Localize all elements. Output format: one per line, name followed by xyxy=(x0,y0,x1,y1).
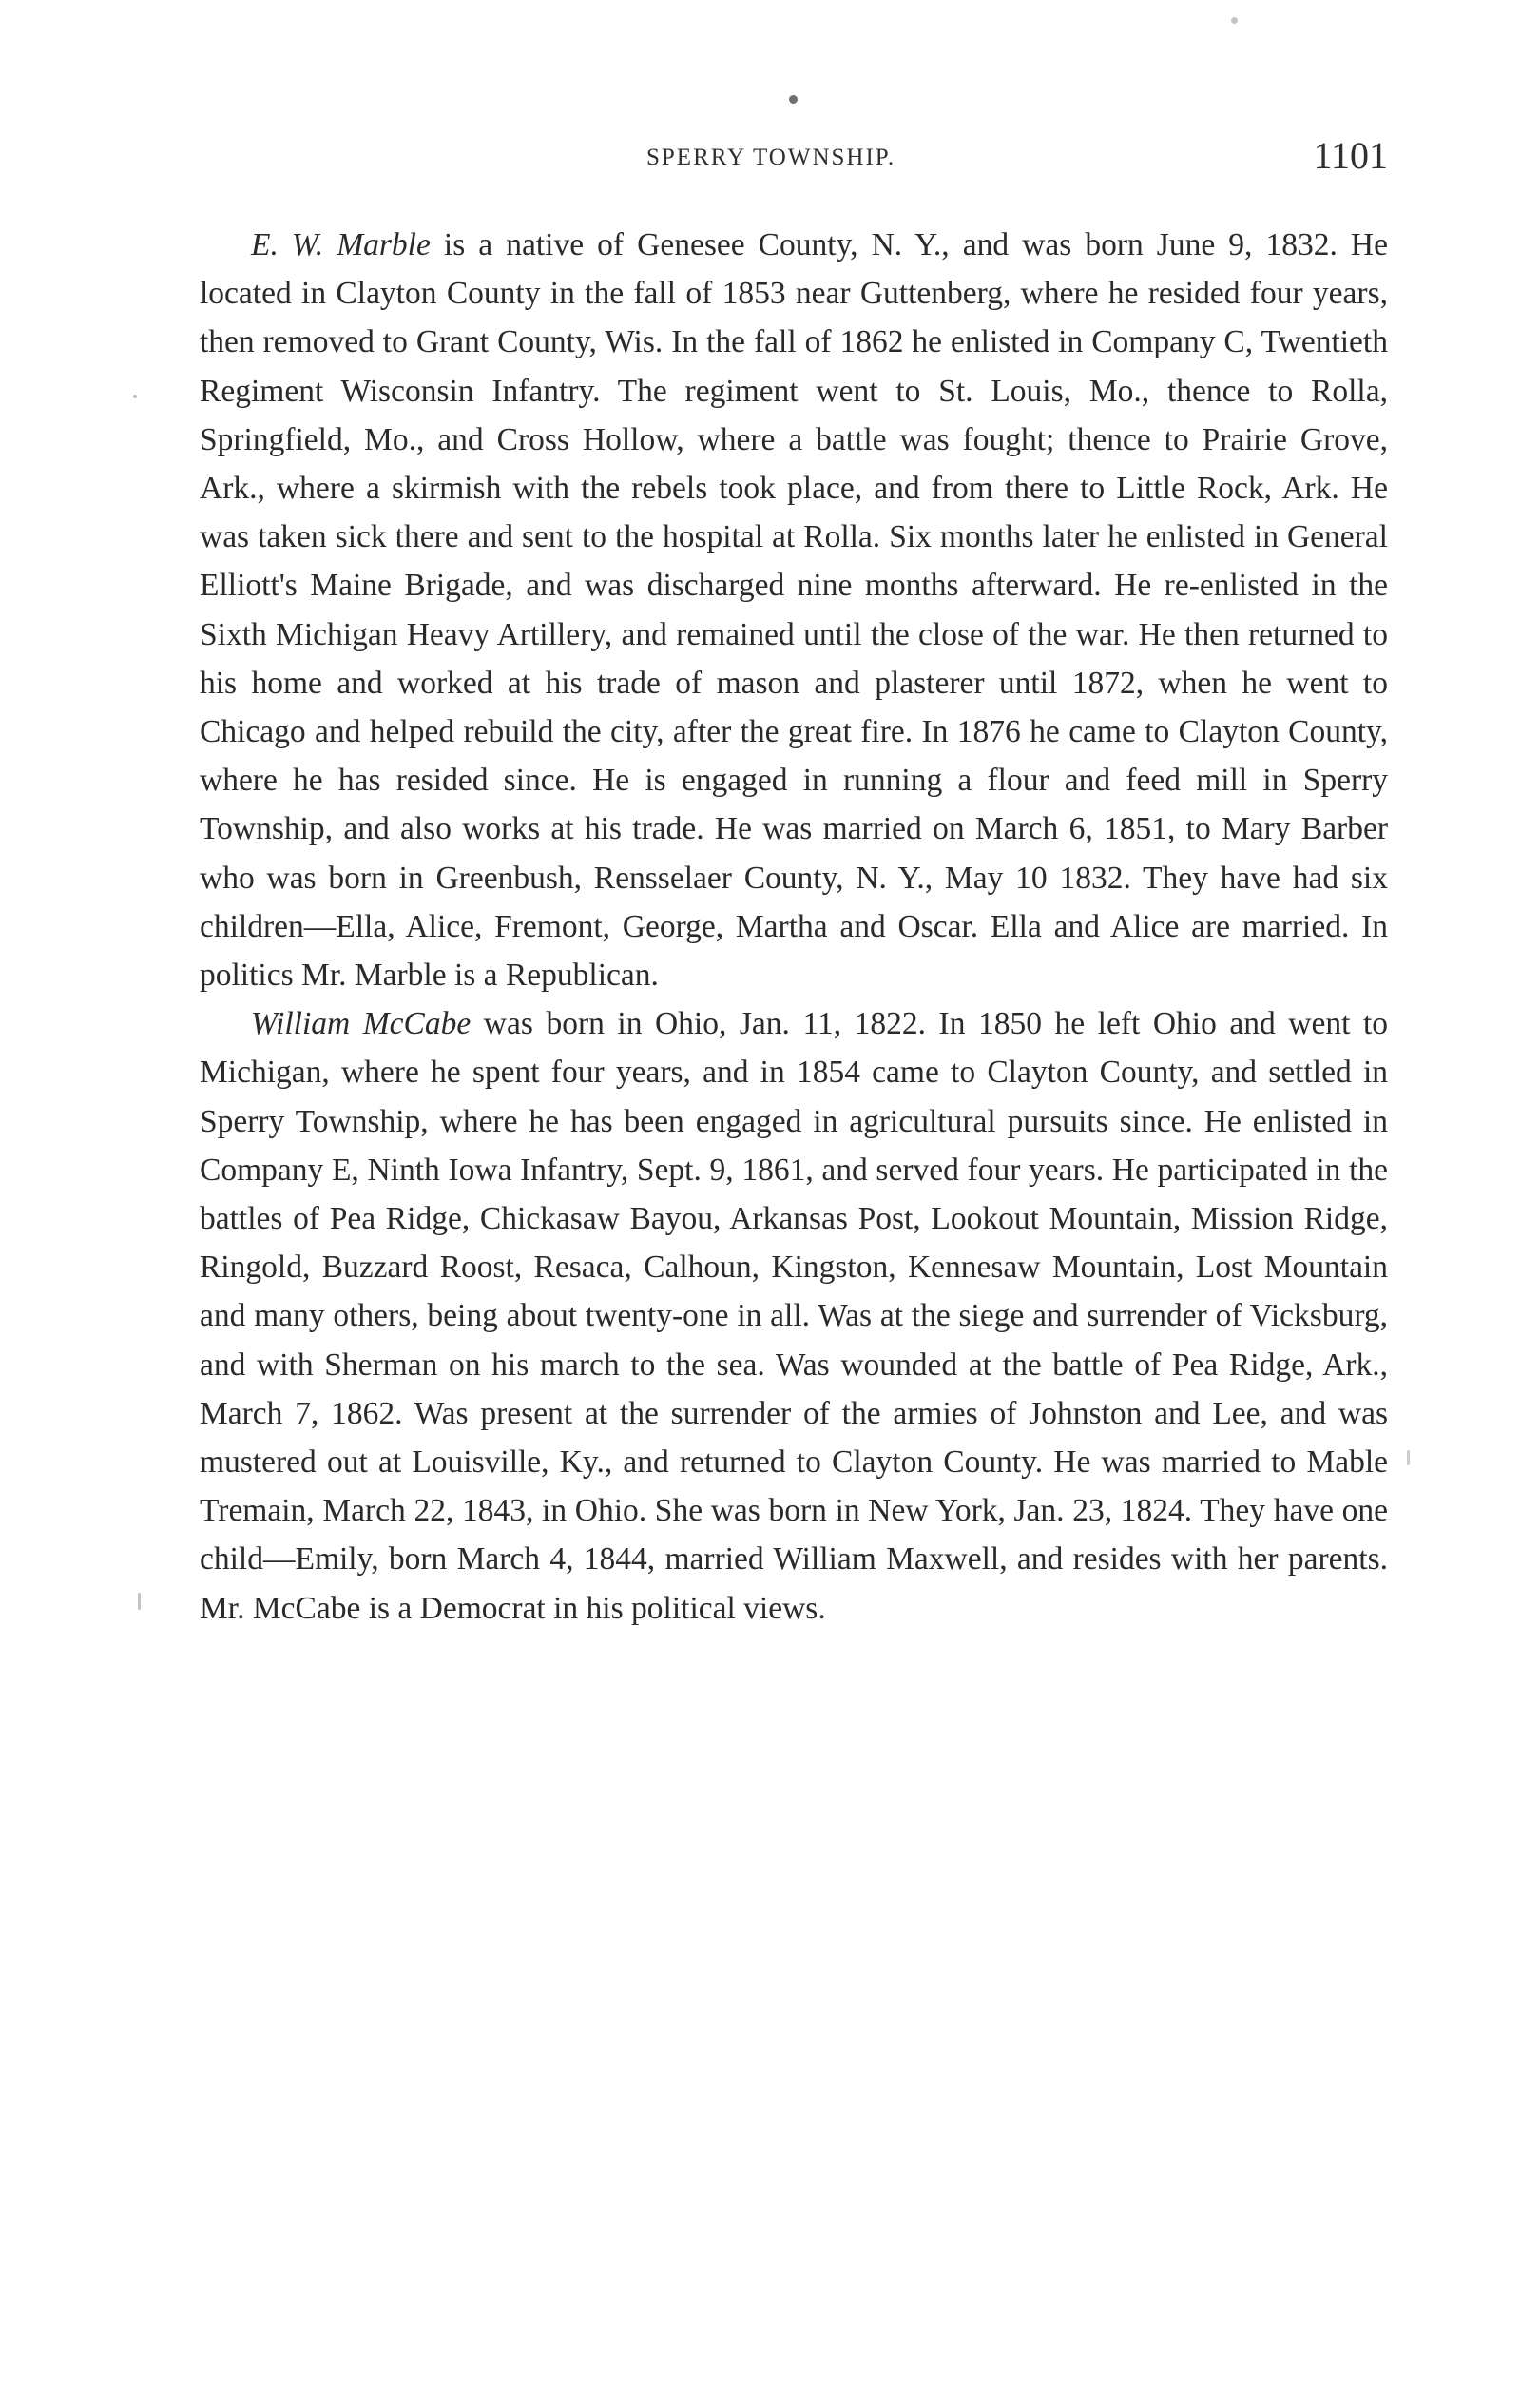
person-name: E. W. Marble xyxy=(251,227,431,262)
paragraph-text: is a native of Genesee County, N. Y., and was born June 9, 1832. He located in Clayton County in the fall of 1853 near Guttenberg, where he resided four years, then removed to Grant County, Wis. In the fall of 1862 he enlisted in Company C, Twentieth Regiment Wisconsin Infantry. The regiment went to St. Louis, Mo., thence to Rolla, Springfield, Mo., and Cross Hollow, where a battle was fought; thence to Prairie Grove, Ark., where a skirmish with the rebels took place, and from there to Little Rock, Ark. He was taken sick there and sent to the hospital at Rolla. Six months later he enlisted in General Elliott's Maine Brigade, and was discharged nine months afterward. He re-enlisted in the Sixth Michigan Heavy Artillery, and remained until the close of the war. He then returned to his home and worked at his trade of mason and plasterer until 1872, when he went to Chicago and helped rebuild the city, after the great fire. In 1876 he came to Clayton County, where he has resided since. He is engaged in running a flour and feed mill in Sperry Township, and also works at his trade. He was married on March 6, 1851, to Mary Barber who was born in Greenbush, Rensselaer County, N. Y., May 10 1832. They have had six children—Ella, Alice, Fremont, George, Martha and Oscar. Ella and Alice are married. In politics Mr. Marble is a Republican. xyxy=(200,227,1388,994)
running-head: SPERRY TOWNSHIP. xyxy=(646,145,896,170)
ink-speck xyxy=(1407,1450,1410,1465)
paragraph-marble xyxy=(200,221,1388,999)
body-text xyxy=(200,221,1388,1633)
paragraph-mccabe xyxy=(200,999,1388,1633)
ink-speck xyxy=(789,95,798,104)
page-header xyxy=(200,133,1388,181)
paragraph-text: was born in Ohio, Jan. 11, 1822. In 1850 he left Ohio and went to Michigan, where he spent four years, and in 1854 came to Clayton County, and settled in Sperry Township, where he has been engaged in agricultural pursuits since. He enlisted in Company E, Ninth Iowa Infantry, Sept. 9, 1861, and served four years. He participated in the battles of Pea Ridge, Chickasaw Bayou, Arkansas Post, Lookout Mountain, Mission Ridge, Ringold, Buzzard Roost, Resaca, Calhoun, Kingston, Kennesaw Mountain, Lost Mountain and many others, being about twenty-one in all. Was at the siege and surrender of Vicksburg, and with Sherman on his march to the sea. Was wounded at the battle of Pea Ridge, Ark., March 7, 1862. Was present at the surrender of the armies of Johnston and Lee, and was mustered out at Louisville, Ky., and returned to Clayton County. He was married to Mable Tremain, March 22, 1843, in Ohio. She was born in New York, Jan. 23, 1824. They have one child—Emily, born March 4, 1844, married William Maxwell, and resides with her parents. Mr. McCabe is a Democrat in his political views. xyxy=(200,1006,1389,1626)
ink-speck xyxy=(138,1593,141,1610)
page-number: 1101 xyxy=(1313,134,1388,177)
ink-speck xyxy=(1231,17,1238,24)
ink-speck xyxy=(133,395,137,398)
person-name: William McCabe xyxy=(251,1006,472,1042)
